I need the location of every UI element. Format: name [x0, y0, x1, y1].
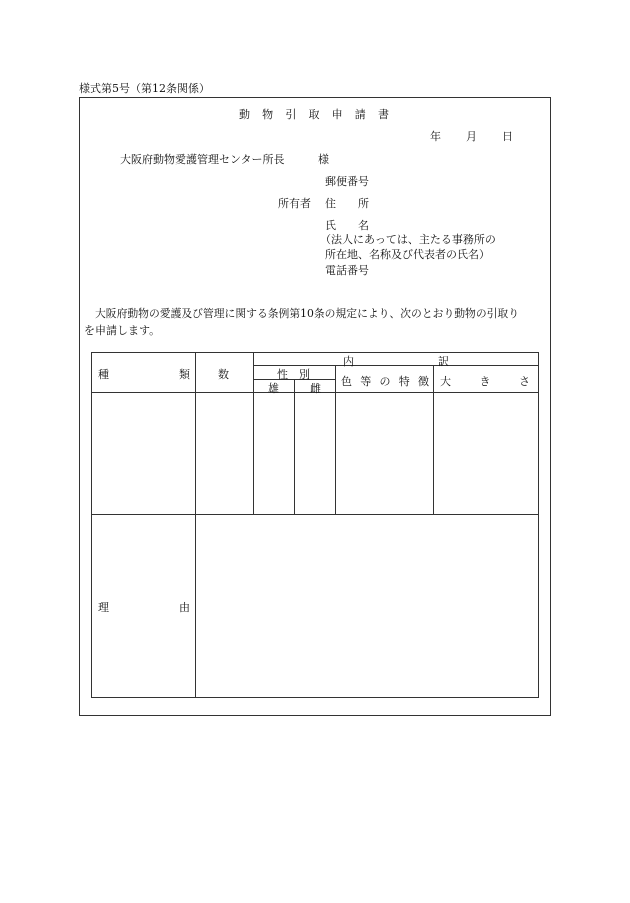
color-header-char: 特 — [398, 375, 410, 388]
title-char: 取 — [308, 108, 320, 121]
color-features-header — [341, 373, 429, 389]
male-header: 雄 — [268, 382, 279, 395]
count-header: 数 — [218, 368, 229, 381]
owner-label: 所有者 — [278, 197, 311, 210]
size-header — [440, 373, 530, 389]
breakdown-header — [343, 353, 449, 369]
breakdown-header-char: 訳 — [438, 355, 449, 368]
corporation-note-line-2: 所在地、名称及び代表者の氏名） — [325, 248, 490, 261]
size-header-char: さ — [519, 375, 530, 388]
date-year: 年 — [430, 130, 441, 143]
male-cell[interactable] — [254, 393, 293, 513]
table-bottom-border — [91, 697, 539, 698]
body-text-line-1: 大阪府動物の愛護及び管理に関する条例第10条の規定により、次のとおり動物の引取り — [95, 307, 520, 320]
sex-header: 性 別 — [277, 368, 310, 381]
type-header — [98, 366, 190, 382]
reason-header-char: 由 — [179, 601, 190, 614]
address-label: 住 所 — [325, 197, 369, 210]
size-cell[interactable] — [434, 393, 537, 513]
size-header-char: 大 — [440, 375, 451, 388]
female-header: 雌 — [310, 382, 321, 395]
color-header-char: 等 — [360, 375, 372, 388]
color-header-char: の — [379, 375, 391, 388]
name-label: 氏 名 — [325, 219, 369, 232]
title-char: 請 — [354, 108, 366, 121]
postal-code-label: 郵便番号 — [325, 175, 369, 188]
addressee-honorific: 様 — [318, 153, 329, 166]
title-char: 申 — [331, 108, 343, 121]
female-cell[interactable] — [295, 393, 334, 513]
body-text-line-2: を申請します。 — [84, 324, 161, 337]
color-features-cell[interactable] — [336, 393, 432, 513]
color-header-char: 色 — [341, 375, 352, 388]
type-header-char: 類 — [179, 368, 190, 381]
title-char: 動 — [239, 108, 250, 121]
reason-cell[interactable] — [196, 515, 537, 696]
reason-header — [98, 599, 190, 615]
addressee: 大阪府動物愛護管理センター所長 — [120, 153, 285, 166]
reason-header-char: 理 — [98, 601, 109, 614]
table-top-border — [91, 352, 539, 353]
date-month: 月 — [466, 130, 477, 143]
count-cell[interactable] — [196, 393, 252, 513]
title-char: 物 — [262, 108, 274, 121]
table-right-border — [538, 352, 539, 698]
form-label: 様式第5号（第12条関係） — [79, 82, 210, 95]
date-day: 日 — [502, 130, 513, 143]
title-char: 書 — [377, 108, 389, 121]
color-header-char: 徴 — [418, 375, 429, 388]
size-header-char: き — [479, 375, 491, 388]
breakdown-header-char: 内 — [343, 355, 354, 368]
type-header-char: 種 — [98, 368, 109, 381]
document-title — [239, 106, 389, 122]
phone-label: 電話番号 — [325, 264, 369, 277]
corporation-note-line-1: （法人にあっては、主たる事務所の — [320, 233, 496, 246]
title-char: 引 — [285, 108, 297, 121]
type-cell[interactable] — [92, 393, 194, 513]
